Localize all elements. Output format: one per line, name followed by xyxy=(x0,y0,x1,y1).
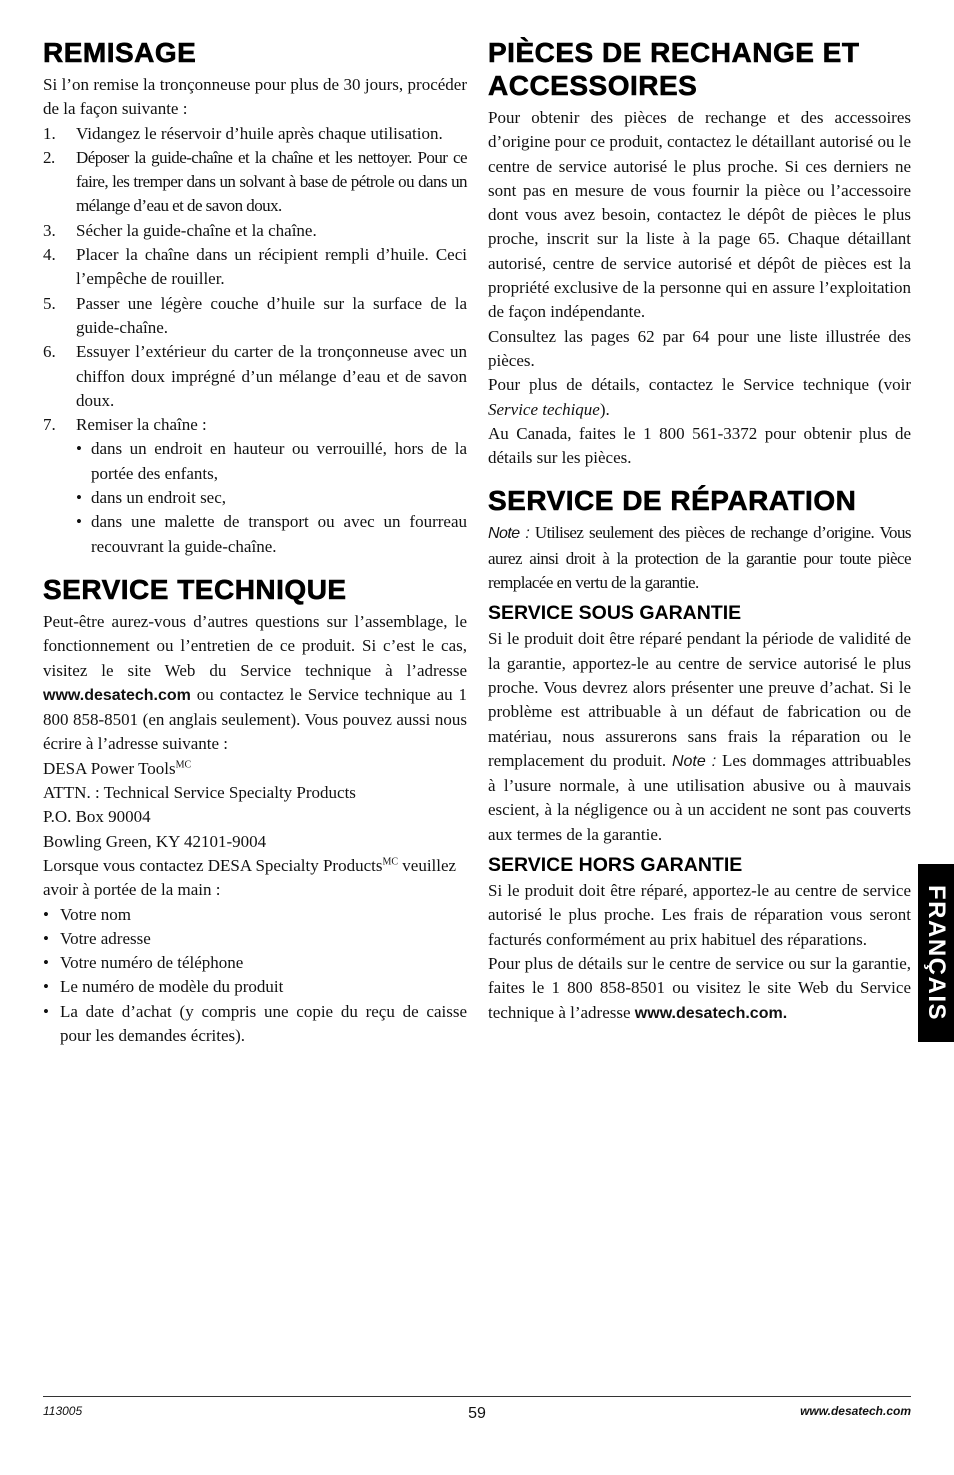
website-link[interactable]: www.desatech.com. xyxy=(634,1004,788,1022)
hors-garantie-paragraph-1: Si le produit doit être réparé, apportez-le au centre de service autorisé le plus proche. Les frais de réparation vous seront facturés conformément au prix habituel des réparations. xyxy=(488,881,911,949)
service-technique-section xyxy=(43,573,467,1048)
remisage-heading: REMISAGE xyxy=(43,37,197,68)
list-item: • Votre nom xyxy=(43,904,131,924)
contact-bullets xyxy=(43,903,467,1049)
list-item: 6. Essuyer l’extérieur du carter de la tronçonneuse avec un chiffon doux imprégné d’un mélange d’eau et de savon doux. xyxy=(43,342,467,410)
website-link[interactable]: www.desatech.com xyxy=(43,686,191,704)
list-item: 7. Remiser la chaîne : xyxy=(43,415,207,435)
sous-garantie-paragraph: Si le produit doit être réparé pendant la période de validité de la garantie, apportez-le au centre de service autorisé le plus proche. Vous devrez alors présenter une preuve d’achat. Si le problème est attribuable à un défaut de fabrication ou de matériau, nous assurerons sans frais la réparation ou le remplacement du produit. Note : Les dommages attribuables à l’usure normale, à une utilisation abusive ou à mauvais escient, à la négligence ou à un accident ne sont pas couverts aux termes de la garantie. xyxy=(488,629,912,844)
list-item: 3. Sécher la guide-chaîne et la chaîne. xyxy=(43,220,317,240)
footer-divider xyxy=(43,1396,911,1397)
remisage-sub-bullets xyxy=(43,437,467,558)
list-item: • dans un endroit en hauteur ou verrouillé, hors de la portée des enfants, xyxy=(76,439,467,483)
address-line-4: Bowling Green, KY 42101-9004 xyxy=(43,831,267,851)
list-item: • Votre adresse xyxy=(43,928,151,948)
pieces-section xyxy=(488,36,911,470)
hors-garantie-heading: SERVICE HORS GARANTIE xyxy=(488,854,743,877)
list-item: 4. Placer la chaîne dans un récipient rempli d’huile. Ceci l’empêche de rouiller. xyxy=(43,245,467,289)
list-item: • dans une malette de transport ou avec un fourreau recouvrant la guide-chaîne. xyxy=(76,512,467,556)
footer-page-number: 59 xyxy=(468,1405,486,1422)
reparation-heading: SERVICE DE RÉPARATION xyxy=(488,485,857,517)
service-technique-heading: SERVICE TECHNIQUE xyxy=(43,573,347,605)
remisage-intro: Si l’on remise la tronçonneuse pour plus de 30 jours, procéder de la façon suivante : xyxy=(43,75,467,119)
list-item: • Le numéro de modèle du produit xyxy=(43,977,284,997)
service-technique-paragraph: Peut-être aurez-vous d’autres questions sur l’assemblage, le fonctionnement ou l’entretien de ce produit. Si c’est le cas, visitez le site Web du Service technique à l’adresse www.desatech.com ou contactez le Service technique au 1 800 858-8501 (en anglais seulement). Vous pouvez aussi nous écrire à l’adresse suivante : xyxy=(43,611,467,754)
reparation-section xyxy=(488,484,911,1025)
pieces-paragraph-4: Au Canada, faites le 1 800 561-3372 pour obtenir plus de détails sur les pièces. xyxy=(488,423,911,468)
list-item: 5. Passer une légère couche d’huile sur la surface de la guide-chaîne. xyxy=(43,293,467,337)
left-column xyxy=(43,36,467,1048)
address-line-3: P.O. Box 90004 xyxy=(43,807,151,827)
pieces-paragraph-3: Pour plus de détails, contactez le Service technique (voir Service techique). xyxy=(488,375,911,419)
remisage-section xyxy=(43,36,467,559)
hors-garantie-paragraph-2: Pour plus de détails sur le centre de service ou sur la garantie, faites le 1 800 858-8501 ou visitez le site Web du Service technique à l’adresse www.desatech.com. xyxy=(488,953,911,1022)
remisage-steps xyxy=(43,122,467,438)
list-item: • Votre numéro de téléphone xyxy=(43,953,244,973)
contact-paragraph: Lorsque vous contactez DESA Specialty Products$^{MC}$ veuillez avoir à portée de la main : xyxy=(43,855,457,900)
reparation-note: Note : Utilisez seulement des pièces de rechange d’origine. Vous aurez ainsi droit à la protection de la garantie pour toute pièce remplacée en vertu de la garantie. xyxy=(488,523,911,593)
address-line-2: ATTN. : Technical Service Specialty Products xyxy=(43,783,356,803)
list-item: • dans un endroit sec, xyxy=(76,488,227,508)
sous-garantie-heading: SERVICE SOUS GARANTIE xyxy=(488,602,742,625)
right-column xyxy=(488,36,911,1026)
pieces-paragraph-1: Pour obtenir des pièces de rechange et des accessoires d’origine pour ce produit, contactez le détaillant autorisé ou le centre de service autorisé le plus proche. Si ces derniers ne sont pas en mesure de vous fournir la pièce ou l’accessoire dont vous avez besoin, contactez le dépôt de pièces le plus proche, inscrit sur la liste à la page 65. Chaque détaillant autorisé, centre de service autorisé et dépôt de pièces est la propriété exclusive de la personne qui en assure l’exploitation de façon indépendante. xyxy=(488,108,911,322)
pieces-heading: PIÈCES DE RECHANGE ET ACCESSOIRES xyxy=(488,37,860,101)
footer-website: www.desatech.com xyxy=(800,1404,911,1418)
address-line-1: DESA Power Tools$^{MC}$ xyxy=(43,758,192,778)
language-tab-label: FRANÇAIS xyxy=(923,885,950,1021)
footer-doc-code: 113005 xyxy=(43,1404,83,1418)
list-item: 2. Déposer la guide-chaîne et la chaîne et les nettoyer. Pour ce faire, les tremper dans un solvant à base de pétrole ou dans un mélange d’eau et de savon doux. xyxy=(43,147,467,216)
list-item: 1. Vidangez le réservoir d’huile après chaque utilisation. xyxy=(43,123,443,143)
pieces-paragraph-2: Consultez las pages 62 par 64 pour une liste illustrée des pièces. xyxy=(488,326,911,370)
language-tab xyxy=(918,864,954,1042)
list-item: • La date d’achat (y compris une copie du reçu de caisse pour les demandes écrites). xyxy=(43,1001,467,1045)
